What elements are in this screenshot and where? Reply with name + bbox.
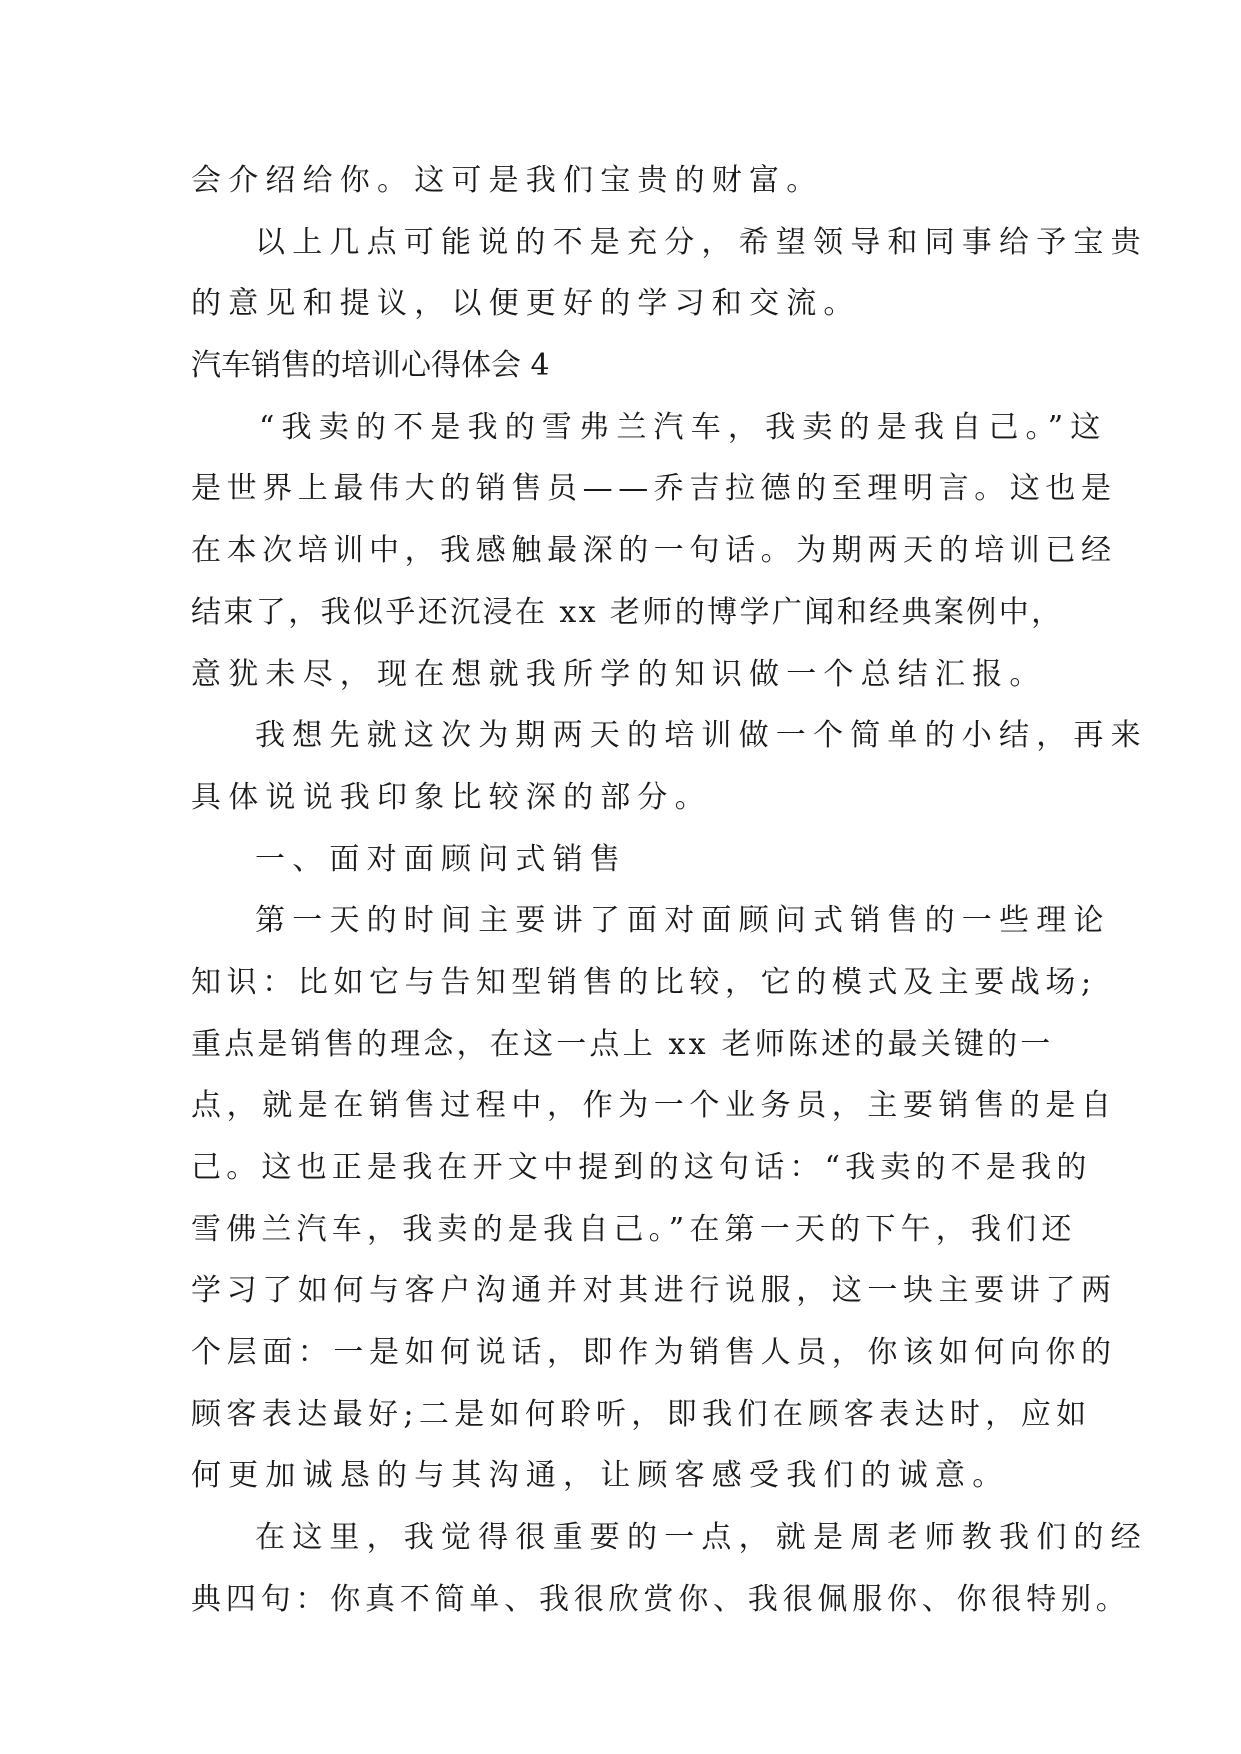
section-heading: 汽车销售的培训心得体会 4 (191, 348, 550, 384)
document-body (191, 150, 1148, 1631)
text-line: 结束了，我似乎还沉浸在 xx 老师的博学广闻和经典案例中， (191, 594, 1064, 630)
text-line: 己。这也正是我在开文中提到的这句话：“我卖的不是我的 (191, 1150, 1092, 1185)
subheading-line: 一、面对面顾问式销售 (255, 841, 627, 877)
paragraph-start-line: “我卖的不是我的雪弗兰汽车，我卖的是我自己。”这 (259, 409, 1108, 445)
text-line: 何更加诚恳的与其沟通，让顾客感受我们的诚意。 (191, 1458, 1010, 1494)
paragraph-start-line: 以上几点可能说的不是充分，希望领导和同事给予宝贵 (255, 224, 1148, 260)
text-line: 雪佛兰汽车，我卖的是我自己。”在第一天的下午，我们还 (191, 1211, 1077, 1247)
text-line: 是世界上最伟大的销售员——乔吉拉德的至理明言。这也是 (191, 471, 1117, 507)
text-line: 个层面：一是如何说话，即作为销售人员，你该如何向你的 (191, 1335, 1117, 1371)
text-line: 重点是销售的理念，在这一点上 xx 老师陈述的最关键的一 (191, 1026, 1054, 1062)
text-line: 典四句：你真不简单、我很欣赏你、我很佩服你、你很特别。 (191, 1581, 1131, 1617)
text-line: 学习了如何与客户沟通并对其进行说服，这一块主要讲了两 (191, 1273, 1117, 1309)
text-line: 知识：比如它与告知型销售的比较，它的模式及主要战场; (191, 964, 1097, 1000)
paragraph-start-line: 第一天的时间主要讲了面对面顾问式销售的一些理论 (255, 903, 1111, 939)
text-line: 意犹未尽，现在想就我所学的知识做一个总结汇报。 (191, 656, 1047, 692)
text-line: 具体说说我印象比较深的部分。 (191, 779, 712, 815)
text-line: 点，就是在销售过程中，作为一个业务员，主要销售的是自 (191, 1088, 1117, 1124)
paragraph-start-line: 我想先就这次为期两天的培训做一个简单的小结，再来 (255, 718, 1148, 754)
text-line: 的意见和提议，以便更好的学习和交流。 (191, 286, 861, 322)
text-line: 会介绍给你。这可是我们宝贵的财富。 (191, 163, 824, 198)
text-line: 在本次培训中，我感触最深的一句话。为期两天的培训已经 (191, 533, 1117, 569)
text-line: 顾客表达最好;二是如何聆听，即我们在顾客表达时，应如 (191, 1396, 1092, 1432)
paragraph-start-line: 在这里，我觉得很重要的一点，就是周老师教我们的经 (255, 1520, 1148, 1556)
